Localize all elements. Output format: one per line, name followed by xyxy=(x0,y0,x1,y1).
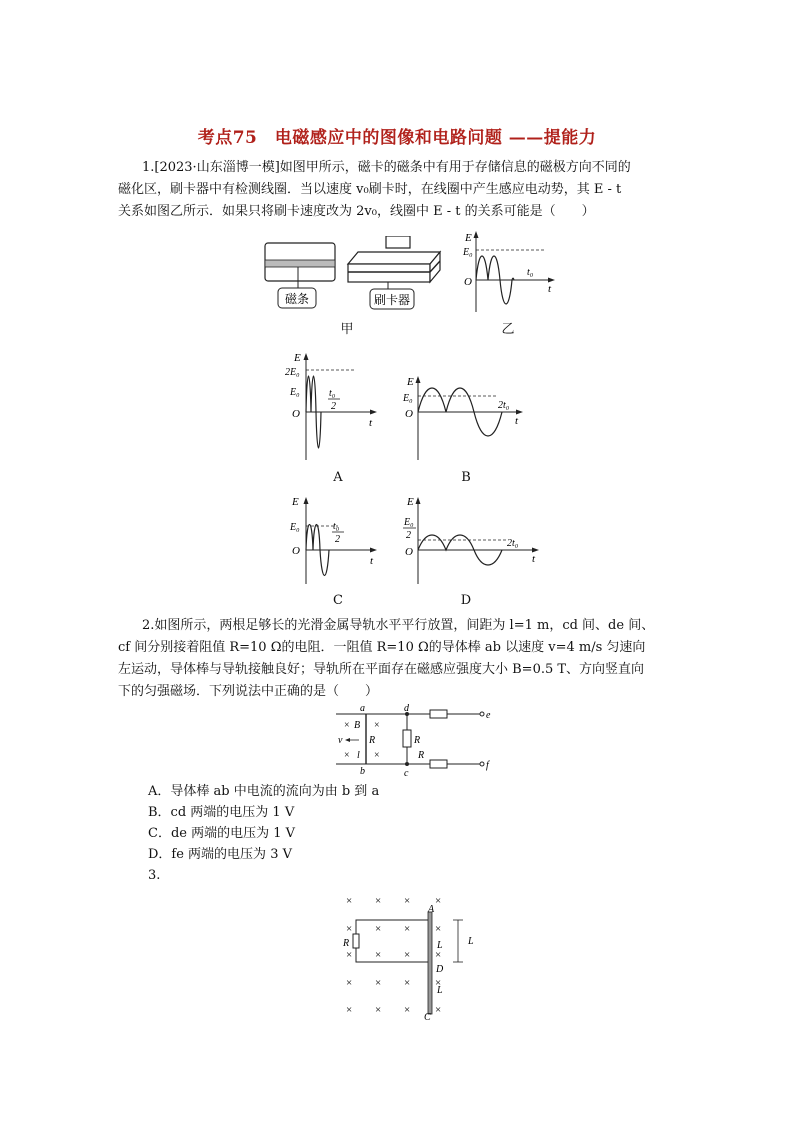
label-t0: t₀ xyxy=(527,267,534,278)
label-E0: E₀ xyxy=(403,393,413,404)
label-l: l xyxy=(357,750,360,761)
label-C: C xyxy=(424,1012,431,1022)
q2-line: 下的匀强磁场．下列说法中正确的是（ ） xyxy=(118,684,379,699)
q2-option-B: B．cd 两端的电压为 1 V xyxy=(148,805,295,820)
axis-label-t: t xyxy=(548,283,552,295)
label-f: f xyxy=(486,760,489,771)
label-e: e xyxy=(486,710,491,721)
label-L-width: L xyxy=(468,936,474,947)
label-a: a xyxy=(360,703,365,714)
q1-line: 1.[2023·山东淄博一模]如图甲所示，磁卡的磁条中有用于存储信息的磁极方向不同的 xyxy=(142,160,631,175)
label-L-AD: L xyxy=(437,940,443,951)
card-reader xyxy=(348,264,430,282)
svg-text:×: × xyxy=(404,1004,411,1016)
origin-label: O xyxy=(405,408,413,420)
axis-label-t: t xyxy=(532,553,536,565)
svg-text:×: × xyxy=(346,923,353,935)
resistor-R xyxy=(353,934,359,948)
origin-label: O xyxy=(405,546,413,558)
label-E0-over-2-num: E₀ xyxy=(404,517,414,528)
label-E0-over-2-den: 2 xyxy=(406,530,411,541)
svg-text:×: × xyxy=(346,949,353,961)
label-E0: E₀ xyxy=(290,522,300,533)
axis-label-E: E xyxy=(292,496,299,508)
option-A-graph xyxy=(282,348,382,464)
q3-figure xyxy=(340,892,480,1022)
label-B: B xyxy=(354,720,361,731)
metal-rod xyxy=(428,912,432,1014)
label-magnetic-strip: 磁条 xyxy=(284,292,310,306)
axis-label-t: t xyxy=(370,555,374,567)
resistor-cd xyxy=(403,730,411,747)
q2-line: 左运动，导体棒与导轨接触良好；导轨所在平面存在磁感应强度大小 B=0.5 T、方向竖直向 xyxy=(118,662,645,677)
q2-option-D: D．fe 两端的电压为 3 V xyxy=(148,847,292,862)
label-D: D xyxy=(436,964,444,975)
label-2t0: 2t₀ xyxy=(507,538,519,549)
field-crosses xyxy=(346,895,441,1016)
label-R: R xyxy=(343,938,350,949)
svg-text:×: × xyxy=(404,923,411,935)
label-v: v xyxy=(338,735,343,746)
question-1-text xyxy=(118,157,678,223)
label-R-rod: R xyxy=(369,735,376,746)
q2-option-A: A．导体棒 ab 中电流的流向为由 b 到 a xyxy=(148,784,380,799)
label-c: c xyxy=(404,768,409,776)
option-B-graph xyxy=(398,372,528,464)
label-b: b xyxy=(360,766,365,776)
magnetic-strip xyxy=(265,260,335,267)
label-d: d xyxy=(404,703,409,714)
svg-text:×: × xyxy=(435,923,442,935)
label-A: A xyxy=(428,904,435,915)
option-C-graph xyxy=(282,492,382,588)
q1-line: 磁化区，刷卡器中有检测线圈．当以速度 v₀刷卡时，在线圈中产生感应电动势，其 E - t xyxy=(118,182,622,197)
label-2E0: 2E₀ xyxy=(285,367,300,378)
q2-line: cf 间分别接着阻值 R=10 Ω的电阻．一阻值 R=10 Ω的导体棒 ab 以速度 v=4 m/s 匀速向 xyxy=(118,640,646,655)
card-reader-top xyxy=(386,236,410,248)
svg-text:×: × xyxy=(435,1004,442,1016)
label-R-cd: R xyxy=(414,735,421,746)
label-E0: E₀ xyxy=(290,387,300,398)
caption-jia: 甲 xyxy=(340,322,354,337)
svg-text:×: × xyxy=(375,895,382,907)
svg-text:×: × xyxy=(404,949,411,961)
q2-line: 2.如图所示，两根足够长的光滑金属导轨水平平行放置，间距为 l=1 m，cd 间、de 间、 xyxy=(142,618,655,633)
label-R-cf: R xyxy=(418,750,425,761)
svg-text:×: × xyxy=(435,895,442,907)
caption-D: D xyxy=(460,593,472,608)
axis-label-E: E xyxy=(407,376,414,388)
label-t0-over-2-num: t₀ xyxy=(329,388,336,399)
page-title: 考点75 电磁感应中的图像和电路问题 ——提能力 xyxy=(197,128,597,148)
axis-label-t: t xyxy=(515,415,519,427)
caption-C: C xyxy=(333,593,343,608)
svg-text:×: × xyxy=(375,949,382,961)
svg-text:×: × xyxy=(404,977,411,989)
resistor-cf xyxy=(430,760,447,768)
caption-yi: 乙 xyxy=(501,322,515,337)
origin-label: O xyxy=(292,408,300,420)
label-t0-over-2-den: 2 xyxy=(335,534,340,545)
label-2t0: 2t₀ xyxy=(498,400,510,411)
field-cross: × xyxy=(374,750,380,761)
caption-B: B xyxy=(461,470,471,485)
svg-text:×: × xyxy=(435,977,442,989)
axis-label-E: E xyxy=(407,496,414,508)
caption-A: A xyxy=(333,470,343,485)
axis-label-E: E xyxy=(465,232,472,244)
q2-option-C: C．de 两端的电压为 1 V xyxy=(148,826,296,841)
label-L-DC: L xyxy=(437,985,443,996)
svg-text:×: × xyxy=(346,977,353,989)
figure-yi-graph xyxy=(458,228,558,318)
question-2-text xyxy=(118,615,678,703)
label-t0-over-2-num: t₀ xyxy=(333,521,340,532)
question-3-number: 3. xyxy=(148,868,161,883)
figure-jia xyxy=(258,236,453,326)
svg-text:×: × xyxy=(404,895,411,907)
label-t0-over-2-den: 2 xyxy=(331,401,336,412)
svg-text:×: × xyxy=(435,949,442,961)
origin-label: O xyxy=(464,276,472,288)
option-D-graph xyxy=(398,492,544,588)
svg-text:×: × xyxy=(346,895,353,907)
axis-label-t: t xyxy=(369,417,373,429)
svg-text:×: × xyxy=(375,923,382,935)
label-card-reader: 刷卡器 xyxy=(373,293,411,307)
field-cross: × xyxy=(374,720,380,731)
q1-line: 关系如图乙所示．如果只将刷卡速度改为 2v₀，线圈中 E - t 的关系可能是（ ） xyxy=(118,204,595,219)
resistor-de xyxy=(430,710,447,718)
svg-text:×: × xyxy=(346,1004,353,1016)
axis-label-E: E xyxy=(294,352,301,364)
field-cross: × xyxy=(344,750,350,761)
label-E0: E₀ xyxy=(463,247,473,258)
origin-label: O xyxy=(292,545,300,557)
field-cross: × xyxy=(344,720,350,731)
svg-text:×: × xyxy=(375,1004,382,1016)
q2-circuit-diagram xyxy=(332,702,492,776)
svg-text:×: × xyxy=(375,977,382,989)
